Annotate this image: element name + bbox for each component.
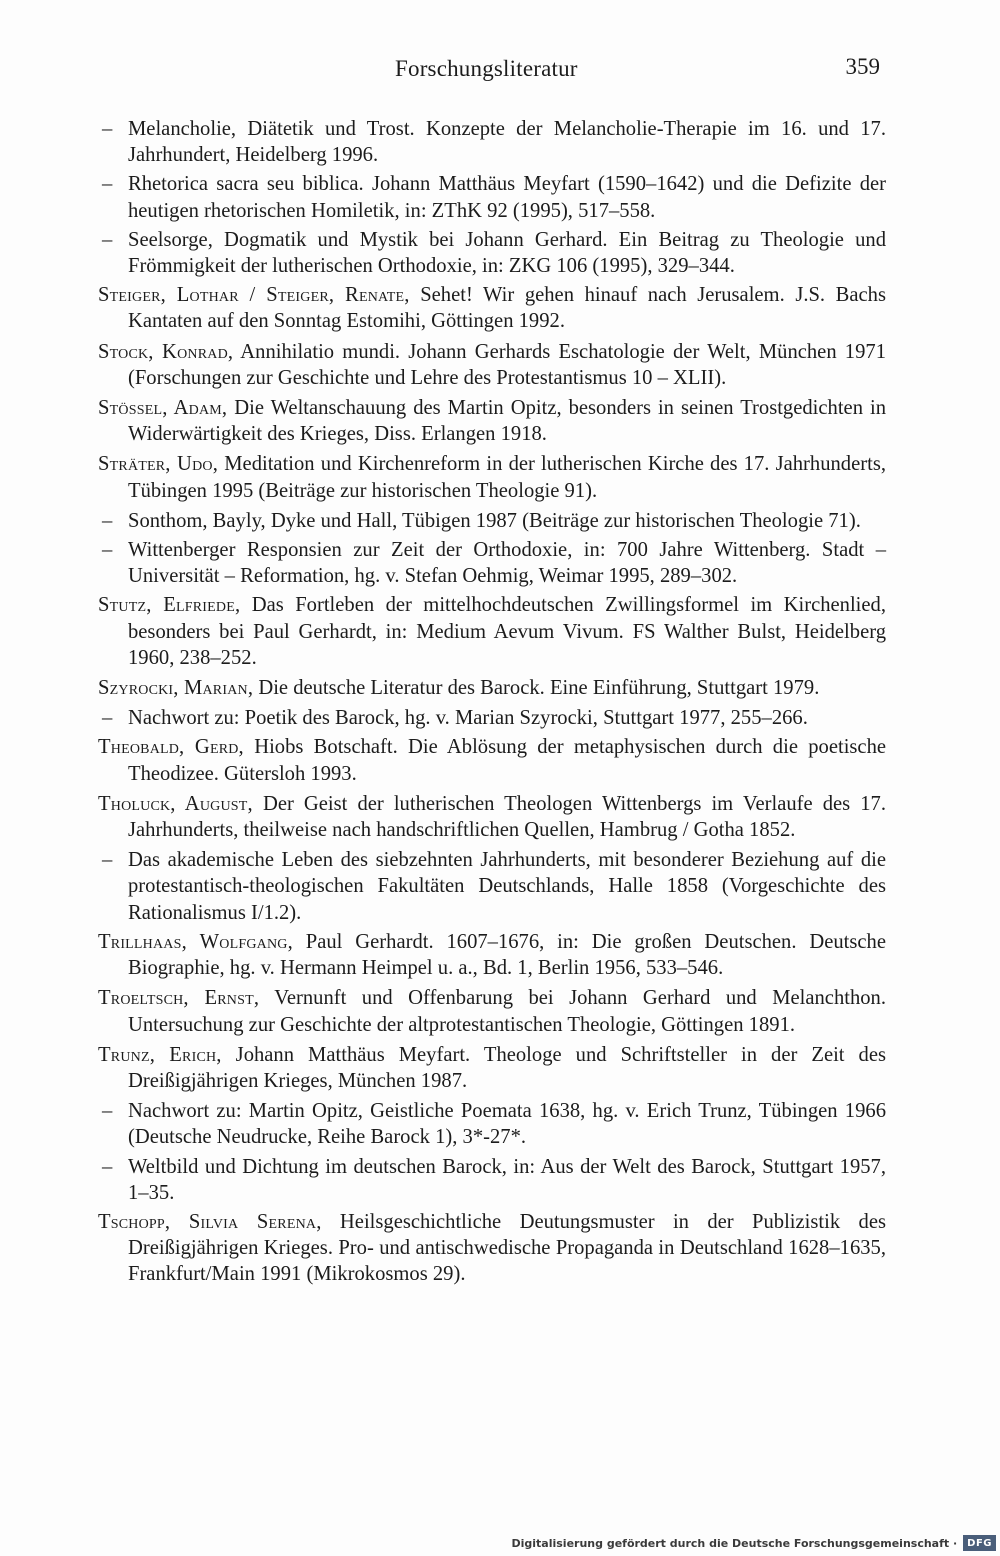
- entry-text: Weltbild und Dichtung im deutschen Barock, in: Aus der Welt des Barock, Stuttgart 1957, 1–35.: [128, 1155, 886, 1204]
- bibliography-entry: [98, 171, 886, 223]
- credit-text: Digitalisierung gefördert durch die Deutsche Forschungsgemeinschaft ·: [511, 1536, 958, 1550]
- entry-author: Trunz, Erich,: [98, 1043, 222, 1066]
- entry-author: Sträter, Udo,: [98, 453, 219, 476]
- entry-text: Rhetorica sacra seu biblica. Johann Matthäus Meyfart (1590–1642) und die Defizite der heutigen rhetorischen Homiletik, in: ZThK 92 (1995), 517–558.: [128, 173, 886, 222]
- ditto-dash: –: [102, 707, 113, 730]
- bibliography-entry: [98, 227, 886, 279]
- bibliography-entry: [98, 985, 886, 1037]
- ditto-dash: –: [102, 509, 113, 532]
- page-number: 359: [845, 54, 880, 79]
- bibliography-entry: [98, 1154, 886, 1206]
- entry-text: Nachwort zu: Poetik des Barock, hg. v. Marian Szyrocki, Stuttgart 1977, 255–266.: [128, 707, 808, 730]
- running-title: Forschungsliteratur: [395, 56, 578, 81]
- entry-text: Sehet! Wir gehen hinauf nach Jerusalem. J.S. Bachs Kantaten auf den Sonntag Estomihi, Göttingen 1992.: [128, 284, 886, 333]
- entry-author: Steiger, Lothar / Steiger, Renate,: [98, 284, 410, 307]
- bibliography-entry: [98, 592, 886, 671]
- entry-text: Das Fortleben der mittelhochdeutschen Zwillingsformel im Kirchenlied, besonders bei Paul Gerhardt, in: Medium Aevum Vivum. FS Walther Bulst, Heidelberg 1960, 238–252.: [128, 594, 886, 669]
- entry-author: Troeltsch, Ernst,: [98, 987, 260, 1010]
- entry-author: Stutz, Elfriede,: [98, 594, 241, 617]
- entry-text: Melancholie, Diätetik und Trost. Konzepte der Melancholie-Therapie im 16. und 17. Jahrhundert, Heidelberg 1996.: [128, 118, 886, 167]
- bibliography-entry: [98, 537, 886, 589]
- bibliography-entry: [98, 1098, 886, 1150]
- bibliography-entry: [98, 929, 886, 981]
- bibliography-entry: [98, 847, 886, 926]
- digitization-credit: [511, 1532, 996, 1554]
- ditto-dash: –: [102, 1100, 113, 1123]
- entry-text: Die deutsche Literatur des Barock. Eine Einführung, Stuttgart 1979.: [253, 677, 820, 700]
- dfg-logo: DFG: [963, 1535, 996, 1551]
- entry-author: Stössel, Adam,: [98, 397, 228, 420]
- entry-text: Sonthom, Bayly, Dyke und Hall, Tübigen 1987 (Beiträge zur historischen Theologie 71).: [128, 509, 861, 532]
- entry-author: Stock, Konrad,: [98, 340, 234, 363]
- entry-text: Nachwort zu: Martin Opitz, Geistliche Poemata 1638, hg. v. Erich Trunz, Tübingen 1966 (Deutsche Neudrucke, Reihe Barock 1), 3*-27*.: [128, 1100, 886, 1149]
- entry-text: Die Weltanschauung des Martin Opitz, besonders in seinen Trostgedichten in Widerwärtigkeit des Krieges, Diss. Erlangen 1918.: [128, 397, 886, 446]
- bibliography-entry: [98, 705, 886, 731]
- bibliography-list: [98, 116, 886, 1292]
- entry-author: Tholuck, August,: [98, 792, 253, 815]
- entry-author: Tschopp, Silvia Serena,: [98, 1210, 322, 1233]
- entry-author: Szyrocki, Marian,: [98, 677, 254, 700]
- entry-text: Seelsorge, Dogmatik und Mystik bei Johann Gerhard. Ein Beitrag zu Theologie und Frömmigkeit der lutherischen Orthodoxie, in: ZKG 106 (1995), 329–344.: [128, 228, 886, 278]
- ditto-dash: –: [102, 1155, 113, 1178]
- entry-text: Wittenberger Responsien zur Zeit der Orthodoxie, in: 700 Jahre Wittenberg. Stadt – Universität – Reformation, hg. v. Stefan Oehmig, Weimar 1995, 289–302.: [128, 539, 886, 588]
- entry-text: Das akademische Leben des siebzehnten Jahrhunderts, mit besonderer Beziehung auf die protestantisch-theologischen Fakultäten Deutschlands, Halle 1858 (Vorgeschichte des Rationalismus I/1.2).: [128, 849, 886, 924]
- entry-text: Paul Gerhardt. 1607–1676, in: Die großen Deutschen. Deutsche Biographie, hg. v. Hermann Heimpel u. a., Bd. 1, Berlin 1956, 533–546.: [128, 930, 886, 980]
- entry-text: Hiobs Botschaft. Die Ablösung der metaphysischen durch die poetische Theodizee. Gütersloh 1993.: [128, 736, 887, 785]
- bibliography-entry: [98, 1042, 886, 1094]
- bibliography-entry: [98, 734, 886, 786]
- bibliography-entry: [98, 1209, 886, 1288]
- entry-text: Meditation und Kirchenreform in der lutherischen Kirche des 17. Jahrhunderts, Tübingen 1995 (Beiträge zur historischen Theologie 91).: [128, 453, 886, 502]
- running-head: [0, 52, 1000, 86]
- bibliography-entry: [98, 339, 886, 391]
- bibliography-entry: [98, 675, 886, 701]
- bibliography-entry: [98, 508, 886, 534]
- bibliography-entry: [98, 791, 886, 843]
- ditto-dash: –: [102, 118, 113, 140]
- bibliography-entry: [98, 282, 886, 334]
- entry-text: Annihilatio mundi. Johann Gerhards Eschatologie der Welt, München 1971 (Forschungen zur Geschichte und Lehre des Protestantismus 10 – XLII).: [128, 340, 886, 389]
- entry-author: Trillhaas, Wolfgang,: [98, 930, 293, 953]
- entry-text: Johann Matthäus Meyfart. Theologe und Schriftsteller in der Zeit des Dreißigjährigen Krieges, München 1987.: [128, 1043, 887, 1092]
- ditto-dash: –: [102, 173, 113, 196]
- ditto-dash: –: [102, 228, 113, 251]
- entry-text: Vernunft und Offenbarung bei Johann Gerhard und Melanchthon. Untersuchung zur Geschichte der altprotestantischen Theologie, Göttingen 1891.: [128, 987, 887, 1036]
- bibliography-entry: [98, 451, 886, 503]
- entry-author: Theobald, Gerd,: [98, 736, 244, 759]
- entry-text: Heilsgeschichtliche Deutungsmuster in der Publizistik des Dreißigjährigen Krieges. Pro- und antischwedische Propaganda in Deutschland 1628–1635, Frankfurt/Main 1991 (Mikrokosmos 29).: [128, 1210, 886, 1286]
- ditto-dash: –: [102, 539, 113, 562]
- entry-text: Der Geist der lutherischen Theologen Wittenbergs im Verlaufe des 17. Jahrhunderts, theilweise nach handschriftlichen Quellen, Hambrug / Gotha 1852.: [128, 792, 886, 842]
- bibliography-entry: [98, 116, 886, 168]
- bibliography-entry: [98, 395, 886, 447]
- ditto-dash: –: [102, 849, 113, 872]
